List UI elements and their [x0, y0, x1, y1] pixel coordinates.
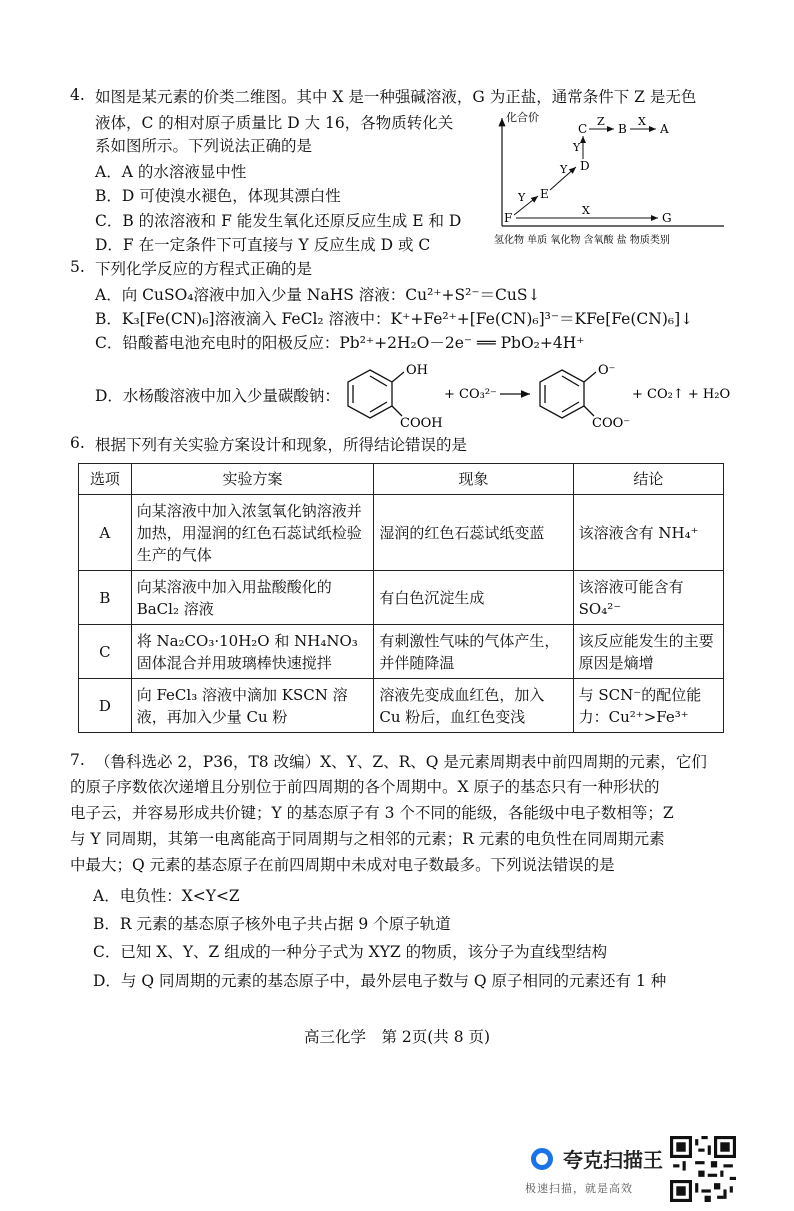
scanner-title: 夸克扫描王: [563, 1148, 663, 1172]
q5-option-d-prefix: D．水杨酸溶液中加入少量碳酸钠：: [95, 387, 340, 405]
node-d: D: [580, 159, 590, 173]
q4-stem-line3: 系如图所示。下列说法正确的是: [95, 137, 313, 155]
q5-stem: 下列化学反应的方程式正确的是: [95, 260, 313, 278]
header-conclusion: 结论: [573, 464, 723, 495]
qr-code-icon: [670, 1136, 736, 1202]
products: + CO₂↑ + H₂O: [632, 387, 730, 402]
scanner-watermark: [523, 1140, 663, 1200]
table-header-row: [79, 464, 724, 495]
q7-option-c: C．已知 X、Y、Z 组成的一种分子式为 XYZ 的物质，该分子为直线型结构: [93, 943, 608, 961]
table-row: C 将 Na₂CO₃·10H₂O 和 NH₄NO₃ 固体混合并用玻璃棒快速搅拌 有刺激性气味的气体产生，并伴随降温 该反应能发生的主要原因是熵增: [79, 625, 724, 679]
q6-stem: 根据下列有关实验方案设计和现象，所得结论错误的是: [95, 436, 468, 454]
node-b: B: [618, 122, 627, 136]
q4-stem-line2: 液体，C 的相对原子质量比 D 大 16，各物质转化关: [95, 114, 454, 132]
svg-text:Y: Y: [560, 163, 568, 176]
page-footer: 高三化学 第 2页(共 8 页): [303, 1028, 491, 1046]
q7-stem-line4: 与 Y 同周期，其第一电离能高于同周期与之相邻的元素；R 元素的电负性在同周期元素: [70, 830, 665, 848]
node-c: C: [578, 122, 588, 136]
q6-number: 6.: [70, 434, 85, 452]
experiment-table: [78, 463, 724, 733]
q7-number: 7.: [70, 751, 85, 769]
node-g: G: [662, 211, 672, 225]
header-phenomenon: 现象: [374, 464, 573, 495]
q7-option-b: B．R 元素的基态原子核外电子共占据 9 个原子轨道: [93, 915, 451, 933]
q7-option-d: D．与 Q 同周期的元素的基态原子中，最外层电子数与 Q 原子相同的元素还有 1 种: [93, 972, 667, 990]
q7-stem-line5: 中最大；Q 元素的基态原子在前四周期中未成对电子数最多。下列说法错误的是: [70, 856, 615, 874]
scanner-logo-icon: [531, 1148, 553, 1170]
svg-text:Y: Y: [518, 191, 526, 204]
carboxylate-group: COO⁻: [592, 416, 631, 428]
q7-stem-line2: 的原子序数依次递增且分别位于前四周期的各个周期中。X 原子的基态只有一种形状的: [70, 778, 660, 796]
q7-option-a: A．电负性：X<Y<Z: [93, 887, 240, 905]
svg-text:X: X: [582, 204, 590, 217]
q4-option-a: A．A 的水溶液显中性: [95, 163, 247, 181]
valence-category-diagram: [488, 110, 728, 252]
q7-stem-line3: 电子云，并容易形成共价键；Y 的基态原子有 3 个不同的能级，各能级中电子数相等；Z: [70, 804, 674, 822]
y-axis-label: 化合价: [506, 111, 539, 124]
salicylate-structure: [540, 370, 596, 418]
q4-option-b: B．D 可使溴水褪色，体现其漂白性: [95, 187, 341, 205]
scanner-slogan: 极速扫描，就是高效: [525, 1182, 633, 1195]
oh-group: OH: [406, 363, 428, 378]
table-row: A 向某溶液中加入浓氢氧化钠溶液并加热，用湿润的红色石蕊试纸检验生产的气体 湿润的红色石蕊试纸变蓝 该溶液含有 NH₄⁺: [79, 495, 724, 571]
phenoxide-group: O⁻: [598, 363, 616, 378]
q5-number: 5.: [70, 258, 85, 276]
q7-stem-line1: （鲁科选必 2，P36，T8 改编）X、Y、Z、R、Q 是元素周期表中前四周期的元素，它们: [95, 753, 707, 771]
header-plan: 实验方案: [131, 464, 374, 495]
x-axis-label: 氢化物 单质 氧化物 含氧酸 盐 物质类别: [494, 235, 670, 246]
table-row: B 向某溶液中加入用盐酸酸化的 BaCl₂ 溶液 有白色沉淀生成 该溶液可能含有 SO₄²⁻: [79, 571, 724, 625]
svg-text:Z: Z: [597, 115, 605, 128]
q5-option-c: C．铅酸蓄电池充电时的阳极反应：Pb²⁺+2H₂O－2e⁻ ══ PbO₂+4H⁺: [95, 334, 585, 352]
q4-option-c: C．B 的浓溶液和 F 能发生氧化还原反应生成 E 和 D: [95, 212, 462, 230]
q4-stem-line1: 如图是某元素的价类二维图。其中 X 是一种强碱溶液，G 为正盐，通常条件下 Z 是无色: [95, 88, 697, 106]
cooh-group: COOH: [400, 416, 443, 428]
salicylic-reaction-scheme: [340, 360, 730, 428]
carbonate-reactant: + CO₃²⁻: [444, 387, 497, 402]
header-option: 选项: [79, 464, 132, 495]
q5-option-b: B．K₃[Fe(CN)₆]溶液滴入 FeCl₂ 溶液中：K⁺+Fe²⁺+[Fe(CN)₆]³⁻＝KFe[Fe(CN)₆]↓: [95, 310, 694, 328]
node-a: A: [660, 122, 669, 136]
svg-text:X: X: [638, 115, 646, 128]
svg-text:Y: Y: [573, 141, 581, 154]
q4-number: 4.: [70, 86, 85, 104]
node-e: E: [540, 187, 549, 201]
table-row: D 向 FeCl₃ 溶液中滴加 KSCN 溶液，再加入少量 Cu 粉 溶液先变成血红色，加入 Cu 粉后，血红色变浅 与 SCN⁻的配位能力：Cu²⁺>Fe³⁺: [79, 679, 724, 733]
node-f: F: [504, 211, 513, 225]
salicylic-acid-structure: [348, 370, 404, 418]
q5-option-a: A．向 CuSO₄溶液中加入少量 NaHS 溶液：Cu²⁺+S²⁻＝CuS↓: [95, 286, 541, 304]
q4-option-d: D．F 在一定条件下可直接与 Y 反应生成 D 或 C: [95, 236, 431, 254]
